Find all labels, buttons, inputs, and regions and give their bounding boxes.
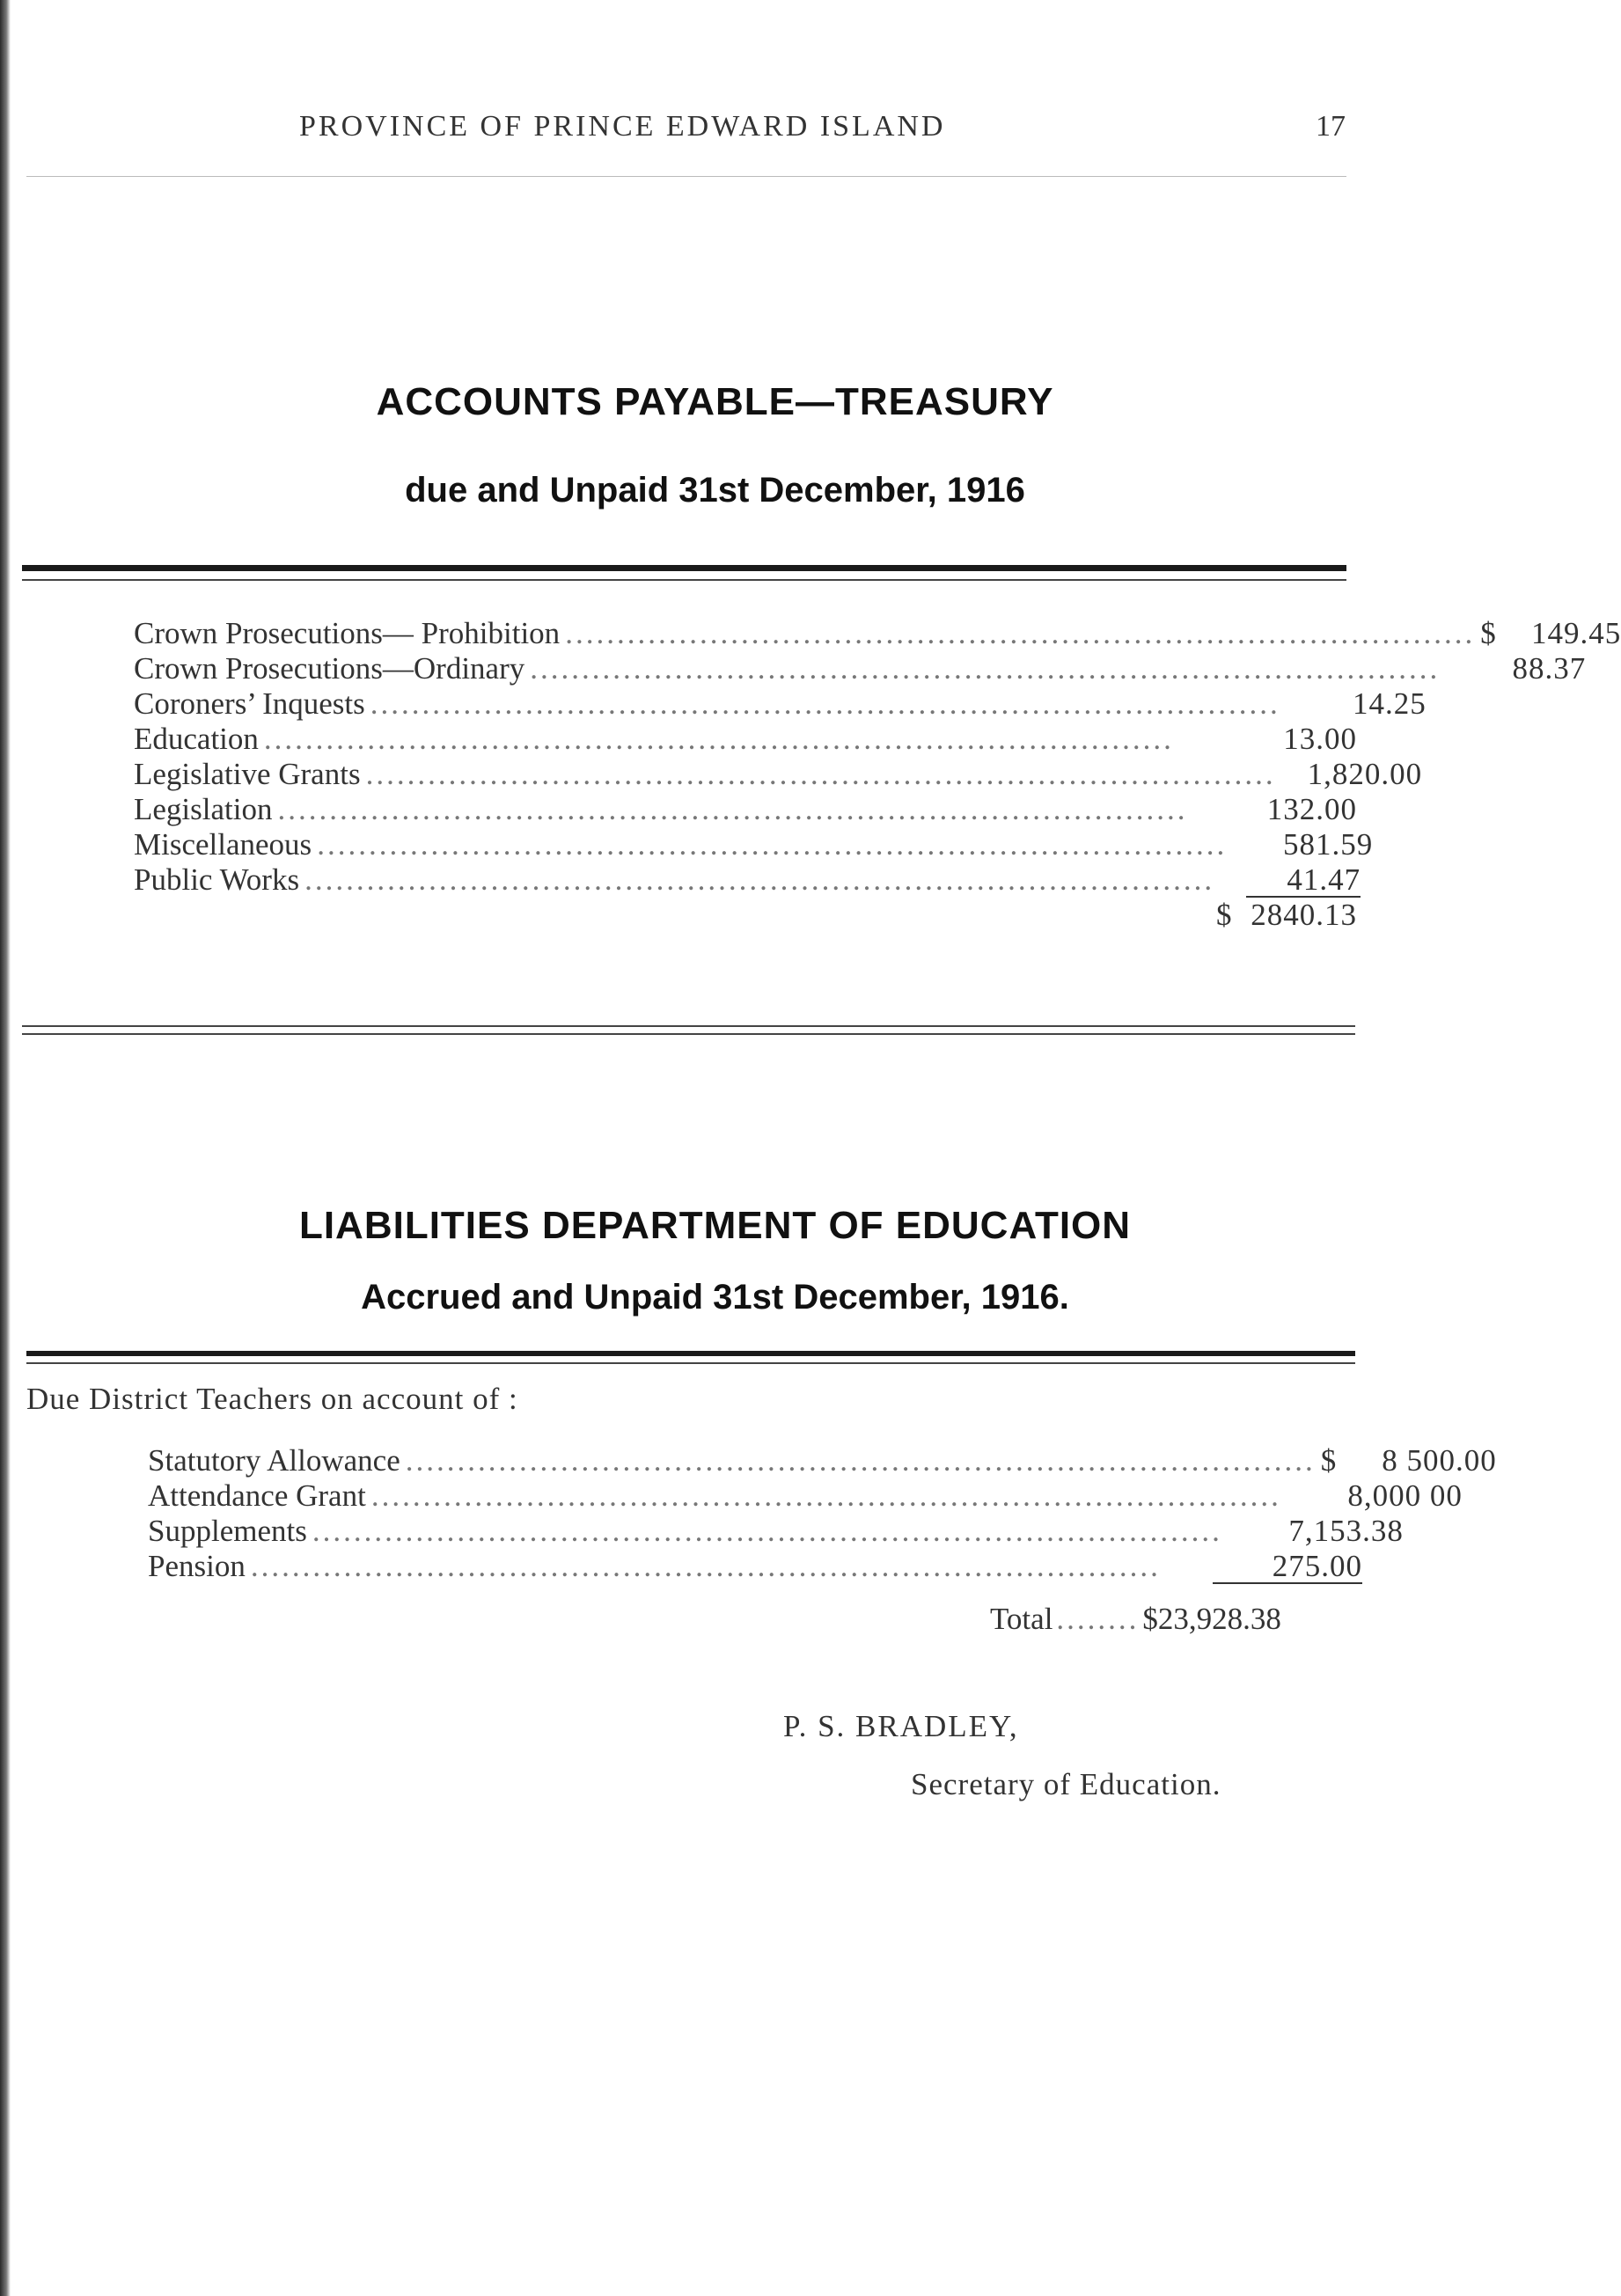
ledger-total: 2840.13 bbox=[1251, 898, 1357, 932]
header-rule bbox=[26, 176, 1346, 177]
signatory-title: Secretary of Education. bbox=[911, 1767, 1221, 1801]
treasury-subtitle: due and Unpaid 31st December, 1916 bbox=[405, 471, 1025, 510]
ledger-amount: 8,000 00 bbox=[1347, 1478, 1463, 1513]
leader-dots: ........................................................................................ bbox=[304, 862, 1215, 897]
total-label: Total bbox=[990, 1602, 1053, 1636]
ledger-row bbox=[134, 686, 1427, 722]
ledger-amount: 8 500.00 bbox=[1382, 1443, 1497, 1478]
page-number: 17 bbox=[1316, 110, 1346, 143]
ledger-label: Legislative Grants bbox=[134, 757, 361, 791]
ledger-label: Attendance Grant bbox=[148, 1478, 366, 1513]
education-subtitle: Accrued and Unpaid 31st December, 1916. bbox=[361, 1278, 1069, 1317]
ledger-row bbox=[134, 757, 1423, 792]
ledger-label: Miscellaneous bbox=[134, 827, 312, 862]
ledger-row bbox=[148, 1443, 1497, 1478]
ledger-label: Coroners’ Inquests bbox=[134, 686, 365, 721]
leader-dots: ........................................................................................ bbox=[370, 686, 1280, 721]
ledger-amount: 275.00 bbox=[1213, 1551, 1362, 1584]
ledger-label: Pension bbox=[148, 1549, 246, 1583]
treasury-bottom-rule bbox=[22, 1025, 1355, 1027]
leader-dots: ........................................................................................ bbox=[565, 616, 1476, 650]
ledger-intro: Due District Teachers on account of : bbox=[26, 1382, 518, 1416]
treasury-bottom-rule-2 bbox=[22, 1033, 1355, 1035]
ledger-row bbox=[134, 722, 1357, 757]
leader-dots: ........................................................................................ bbox=[405, 1443, 1316, 1478]
leader-dots: ........................................................................................ bbox=[365, 757, 1276, 791]
ledger-row bbox=[134, 651, 1587, 686]
leader-dots: ........................................................................................ bbox=[263, 722, 1174, 756]
ledger-label: Supplements bbox=[148, 1514, 307, 1548]
treasury-ledger bbox=[134, 616, 1621, 933]
ledger-row bbox=[148, 1549, 1362, 1584]
ledger-amount: 132.00 bbox=[1266, 792, 1357, 826]
leader-dots: ........ bbox=[1056, 1602, 1140, 1636]
leader-dots: ........................................................................................ bbox=[317, 827, 1228, 862]
ledger-row bbox=[134, 792, 1357, 827]
education-total-row bbox=[990, 1602, 1281, 1637]
treasury-top-rule bbox=[22, 565, 1346, 571]
education-ledger bbox=[148, 1443, 1497, 1584]
education-top-rule-thin bbox=[26, 1362, 1355, 1364]
running-head: PROVINCE OF PRINCE EDWARD ISLAND bbox=[299, 110, 946, 143]
ledger-label: Education bbox=[134, 722, 259, 756]
leader-dots: ........................................................................................ bbox=[277, 792, 1188, 826]
ledger-label: Crown Prosecutions— Prohibition bbox=[134, 616, 561, 650]
ledger-row bbox=[148, 1478, 1463, 1514]
ledger-amount: 1,820.00 bbox=[1307, 757, 1423, 791]
ledger-label: Legislation bbox=[134, 792, 273, 826]
treasury-top-rule-thin bbox=[22, 579, 1346, 581]
total-currency-symbol: $ bbox=[1216, 898, 1232, 932]
ledger-total-row bbox=[134, 898, 1357, 933]
ledger-amount: 581.59 bbox=[1282, 827, 1374, 862]
ledger-label: Crown Prosecutions—Ordinary bbox=[134, 651, 525, 686]
ledger-total: $23,928.38 bbox=[1142, 1602, 1281, 1636]
ledger-label: Statutory Allowance bbox=[148, 1443, 400, 1478]
leader-dots: ........................................................................................ bbox=[250, 1549, 1161, 1583]
ledger-amount: 13.00 bbox=[1283, 722, 1357, 756]
education-top-rule bbox=[26, 1351, 1355, 1356]
ledger-row bbox=[134, 827, 1374, 862]
education-title: LIABILITIES DEPARTMENT OF EDUCATION bbox=[298, 1204, 1132, 1247]
ledger-label: Public Works bbox=[134, 862, 300, 897]
ledger-row bbox=[134, 862, 1361, 898]
ledger-amount: 149.45 bbox=[1530, 616, 1621, 650]
ledger-row bbox=[134, 616, 1621, 651]
ledger-row bbox=[148, 1514, 1404, 1549]
currency-symbol: $ bbox=[1320, 1443, 1337, 1478]
ledger-amount: 14.25 bbox=[1353, 686, 1427, 721]
treasury-title: ACCOUNTS PAYABLE—TREASURY bbox=[376, 380, 1054, 423]
signatory-name: P. S. BRADLEY, bbox=[783, 1709, 1019, 1743]
leader-dots: ........................................................................................ bbox=[312, 1514, 1222, 1548]
page-spine-shadow bbox=[0, 0, 11, 2296]
ledger-amount: 7,153.38 bbox=[1288, 1514, 1404, 1548]
ledger-amount: 88.37 bbox=[1512, 651, 1587, 686]
currency-symbol: $ bbox=[1480, 616, 1496, 650]
leader-dots: ........................................................................................ bbox=[530, 651, 1441, 686]
leader-dots: ........................................................................................ bbox=[370, 1478, 1281, 1513]
ledger-amount: 41.47 bbox=[1246, 864, 1361, 898]
